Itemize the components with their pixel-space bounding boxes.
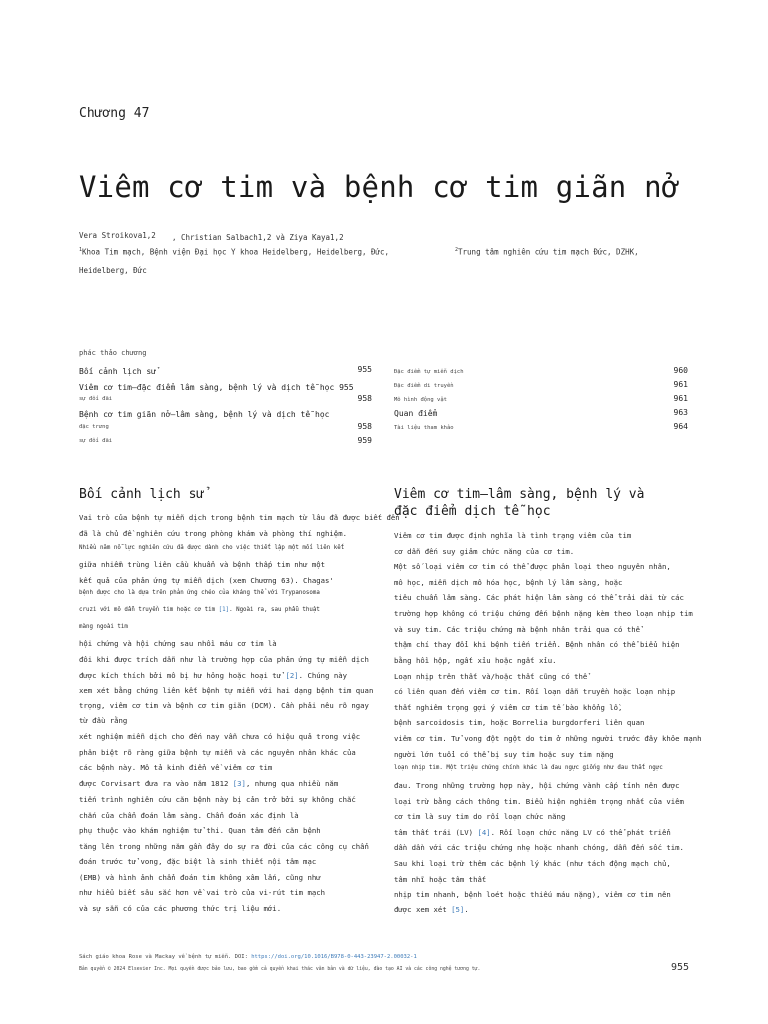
page-title: Viêm cơ tim và bệnh cơ tim giãn nở	[79, 170, 680, 204]
body-line-text: các bệnh này. Mô tả kinh điển về viêm cơ tim	[79, 763, 273, 772]
body-line	[394, 765, 663, 771]
citation-link[interactable]: [1]	[218, 607, 230, 613]
body-line	[79, 811, 299, 820]
body-line	[394, 718, 644, 727]
body-line	[394, 578, 622, 587]
body-line-text: đoán trước tử vong, đặc biệt là sinh thiết nội tâm mạc	[79, 857, 317, 866]
body-line-text: chắn của chẩn đoán lâm sàng. Chẩn đoán xác định là	[79, 811, 299, 820]
toc-item-label: Bối cảnh lịch sử	[79, 367, 157, 376]
body-line-text: kết quả của phản ứng tự miễn dịch (xem Chương 63). Chagas'	[79, 576, 334, 585]
body-line	[79, 732, 360, 741]
toc-item-page: 958	[357, 422, 372, 431]
body-line-text: phân biệt rõ ràng giữa bệnh tự miễn và các nguyên nhân khác của	[79, 748, 356, 757]
body-line	[394, 687, 675, 696]
body-line	[79, 560, 325, 569]
body-line	[394, 750, 614, 759]
body-line-text: dần dần với các triệu chứng nhẹ hoặc nhanh chóng, dẫn đến sốc tim.	[394, 843, 684, 852]
body-line	[394, 859, 671, 868]
body-line	[79, 857, 316, 866]
toc-item-label: Tài liệu tham khảo	[394, 425, 454, 431]
toc-item-label: Đặc điểm tự miễn dịch	[394, 369, 464, 375]
body-line-text: Loạn nhịp trên thất và/hoặc thất cũng có thể	[394, 672, 588, 681]
body-line-text: cơ dẫn đến suy giảm chức năng của cơ tim.	[394, 547, 575, 556]
body-line-text: màng ngoài tim	[79, 624, 128, 630]
footer-book: Sách giáo khoa Rose và Mackay về bệnh tự miễn. DOI:	[79, 954, 252, 960]
body-line	[394, 875, 486, 884]
body-line-text: trường hợp không có triệu chứng đến bệnh nặng kèm theo loạn nhịp tim	[394, 609, 693, 618]
body-line	[394, 905, 469, 914]
toc-item-label: Đặc điểm di truyền	[394, 383, 454, 389]
toc-item-page: 964	[673, 422, 688, 431]
body-line-text-after: .	[464, 905, 469, 914]
body-line	[394, 609, 693, 618]
body-line	[79, 795, 356, 804]
body-line-text: như hiểu biết sâu sắc hơn về vai trò của vi-rút tim mạch	[79, 888, 326, 897]
body-line-text: có liên quan đến viêm cơ tim. Rối loạn dẫn truyền hoặc loạn nhịp	[394, 687, 676, 696]
affiliation-1-continued: Heidelberg, Đức	[79, 266, 147, 275]
body-line	[394, 734, 702, 743]
body-line-text: xét nghiệm miễn dịch cho đến nay vẫn chưa có hiệu quả trong việc	[79, 732, 361, 741]
body-line-text: trọng, viêm cơ tim và bệnh cơ tim giãn (DCM). Cần phải nêu rõ ngay	[79, 701, 369, 710]
section-title-myocarditis-2: đặc điểm dịch tễ học	[394, 504, 551, 519]
affiliation-2-text: Trung tâm nghiên cứu tim mạch Đức, DZHK,	[458, 247, 639, 257]
body-line-text: đã là chủ đề nghiên cứu trong phòng khám và phòng thí nghiệm.	[79, 529, 347, 538]
body-line-text-after: , nhưng qua nhiều năm	[245, 779, 339, 788]
body-line-text: (EMB) và hình ảnh chẩn đoán tim không xâm lấn, cũng như	[79, 873, 321, 882]
body-line-text: Sau khi loại trừ thêm các bệnh lý khác (như tách động mạch chủ,	[394, 859, 671, 868]
body-line-text: từ đầu rằng	[79, 716, 128, 725]
affiliation-1-sup: 1	[79, 247, 83, 253]
body-line	[394, 797, 684, 806]
toc-heading: phác thảo chương	[79, 349, 147, 357]
body-line-text: tiêu chuẩn lâm sàng. Các phát hiện lâm sàng có thể trải dài từ các	[394, 593, 684, 602]
body-line-text: Nhiều năm nỗ lực nghiên cứu đã được dành cho việc thiết lập một mối liên kết	[79, 545, 345, 551]
body-line-text: xem xét bằng chứng liên kết bệnh tự miễn với hai dạng bệnh tim quan	[79, 686, 374, 695]
body-line	[79, 873, 321, 882]
author-first: Vera Stroikova1,2	[79, 231, 156, 240]
citation-link[interactable]: [5]	[451, 905, 465, 914]
toc-item-label: đặc trưng	[79, 424, 109, 430]
body-line-text: nhịp tim nhanh, bệnh loét hoặc thiếu máu nặng), viêm cơ tim nên	[394, 890, 671, 899]
body-line	[79, 716, 127, 725]
body-line-text: viêm cơ tim. Tử vong đột ngột do tim ở những người trước đây khỏe mạnh	[394, 734, 702, 743]
toc-item-label: Bệnh cơ tim giãn nở—lâm sàng, bệnh lý và dịch tễ học	[79, 410, 330, 419]
body-line-text: bằng hồi hộp, ngất xỉu hoặc ngất xỉu.	[394, 656, 557, 665]
affiliation-1-text: Khoa Tim mạch, Bệnh viện Đại học Y khoa Heidelberg, Heidelberg, Đức,	[82, 247, 390, 257]
body-line	[394, 625, 640, 634]
footer-citation	[79, 954, 417, 960]
body-line	[79, 842, 369, 851]
body-line	[79, 529, 347, 538]
citation-link[interactable]: [2]	[285, 671, 299, 680]
body-line-text: cơ tim là suy tim do rối loạn chức năng	[394, 812, 566, 821]
toc-item-page: 961	[673, 380, 688, 389]
body-line-text: được kích thích bởi mô bị hư hỏng hoặc hoại tử	[79, 671, 286, 680]
body-line-text: người lớn tuổi có thể bị suy tim hoặc suy tim nặng	[394, 750, 614, 759]
affiliation-2	[455, 247, 639, 257]
body-line-text: thất nghiêm trọng gợi ý viêm cơ tim tế bào khổng lồ,	[394, 703, 623, 712]
body-line-text: tâm nhĩ hoặc tâm thất	[394, 875, 487, 884]
body-line	[79, 624, 128, 630]
body-line-text: loạn nhịp tim. Một triệu chứng chính khác là đau ngực giống như đau thắt ngực	[394, 765, 663, 771]
body-line	[394, 843, 684, 852]
body-line	[394, 593, 684, 602]
body-line	[79, 888, 325, 897]
toc-item-label: Viêm cơ tim—đặc điểm lâm sàng, bệnh lý và dịch tễ học 955	[79, 383, 354, 392]
body-line-text: tâm thất trái (LV)	[394, 828, 478, 837]
body-line-text: được xem xét	[394, 905, 452, 914]
body-line	[79, 513, 400, 522]
chapter-label: Chương 47	[79, 106, 150, 121]
body-line	[79, 701, 369, 710]
body-line-text: mô học, miễn dịch mô hóa học, bệnh lý lâm sàng, hoặc	[394, 578, 623, 587]
body-line	[394, 562, 671, 571]
body-line	[394, 672, 587, 681]
body-line	[79, 590, 320, 596]
footer-copyright: Bản quyền © 2024 Elsevier Inc. Mọi quyền được bảo lưu, bao gồm cả quyền khai thác văn bản và dữ liệu, đào tạo AI và các công nghệ tương tự.	[79, 967, 481, 972]
body-line	[79, 576, 334, 585]
body-line	[394, 547, 574, 556]
toc-item-label: Mô hình động vật	[394, 397, 447, 403]
affiliation-2-sup: 2	[455, 247, 459, 253]
body-line-text: giữa nhiễm trùng liên cầu khuẩn và bệnh thấp tim như một	[79, 560, 326, 569]
body-line	[394, 656, 557, 665]
body-line-text: bệnh sarcoidosis tim, hoặc Borrelia burgdorferi liên quan	[394, 718, 645, 727]
body-line-text: Viêm cơ tim được định nghĩa là tình trạng viêm của tim	[394, 531, 632, 540]
body-line	[79, 639, 277, 648]
author-rest: , Christian Salbach1,2 và Ziya Kaya1,2	[172, 233, 344, 242]
body-line	[394, 531, 631, 540]
body-line	[394, 703, 622, 712]
citation-link[interactable]: [3]	[232, 779, 246, 788]
body-line	[394, 781, 680, 790]
body-line-text: và suy tim. Các triệu chứng mà bệnh nhân trải qua có thể	[394, 625, 641, 634]
body-line	[394, 640, 680, 649]
body-line	[79, 748, 356, 757]
body-line	[79, 763, 272, 772]
body-line	[79, 671, 347, 680]
body-line-text: và sự sẵn có của các phương thức trị liệu mới.	[79, 904, 282, 913]
body-line	[79, 779, 338, 788]
toc-item-page: 955	[357, 365, 372, 374]
body-line-text: tăng lên trong những năm gần đây do sự ra đời của các công cụ chẩn	[79, 842, 369, 851]
toc-item-page: 961	[673, 394, 688, 403]
toc-item-page: 959	[357, 436, 372, 445]
footer-doi-link[interactable]: https://doi.org/10.1016/B978-0-443-23947-2.00032-1	[251, 954, 417, 960]
section-title-historical: Bối cảnh lịch sử	[79, 487, 205, 502]
body-line	[79, 655, 369, 664]
page-number: 955	[671, 962, 690, 973]
section-title-myocarditis-1: Viêm cơ tim—lâm sàng, bệnh lý và	[394, 487, 645, 502]
citation-link[interactable]: [4]	[477, 828, 491, 837]
body-line-text: loại trừ bằng cách thông tim. Biểu hiện nghiêm trọng nhất của viêm	[394, 797, 684, 806]
toc-item-page: 960	[673, 366, 688, 375]
body-line	[79, 826, 321, 835]
body-line	[394, 890, 671, 899]
body-line	[79, 545, 344, 551]
body-line	[79, 686, 373, 695]
body-line-text: hội chứng và hội chứng sau nhồi máu cơ tim là	[79, 639, 277, 648]
body-line-text: Một số loại viêm cơ tim có thể được phân loại theo nguyên nhân,	[394, 562, 671, 571]
body-line	[394, 828, 671, 837]
body-line-text: Vai trò của bệnh tự miễn dịch trong bệnh tim mạch từ lâu đã được biết đến	[79, 513, 400, 522]
toc-item-label: sự đối đãi	[79, 438, 113, 444]
body-line-text: phụ thuộc vào khám nghiệm tử thi. Quan tâm đến căn bệnh	[79, 826, 321, 835]
body-line	[79, 904, 281, 913]
toc-item-page: 963	[673, 408, 688, 417]
body-line-text: bệnh được cho là dựa trên phản ứng chéo của kháng thể với Trypanosoma	[79, 590, 320, 596]
body-line-text-after: . Rối loạn chức năng LV có thể phát triển	[490, 828, 671, 837]
body-line	[79, 607, 320, 613]
body-line-text: được Corvisart đưa ra vào năm 1812	[79, 779, 233, 788]
toc-item-page: 958	[357, 394, 372, 403]
body-line-text-after: . Chúng này	[298, 671, 347, 680]
body-line-text: tiến trình nghiên cứu căn bệnh này bị cản trở bởi sự không chắc	[79, 795, 356, 804]
body-line-text: cruzi với mô dẫn truyền tim hoặc cơ tim	[79, 607, 219, 613]
body-line-text-after: . Ngoài ra, sau phẫu thuật	[229, 607, 320, 613]
toc-item-label: sự đối đãi	[79, 396, 113, 402]
body-line-text: đôi khi được trích dẫn như là trường hợp của phản ứng tự miễn dịch	[79, 655, 369, 664]
body-line	[394, 812, 565, 821]
body-line-text: thậm chí thay đổi khi bệnh tiến triển. Bệnh nhân có thể biểu hiện	[394, 640, 680, 649]
affiliation-1	[79, 247, 389, 257]
toc-item-label: Quan điểm	[394, 409, 438, 418]
body-line-text: đau. Trong những trường hợp này, hội chứng vành cấp tính nên được	[394, 781, 680, 790]
